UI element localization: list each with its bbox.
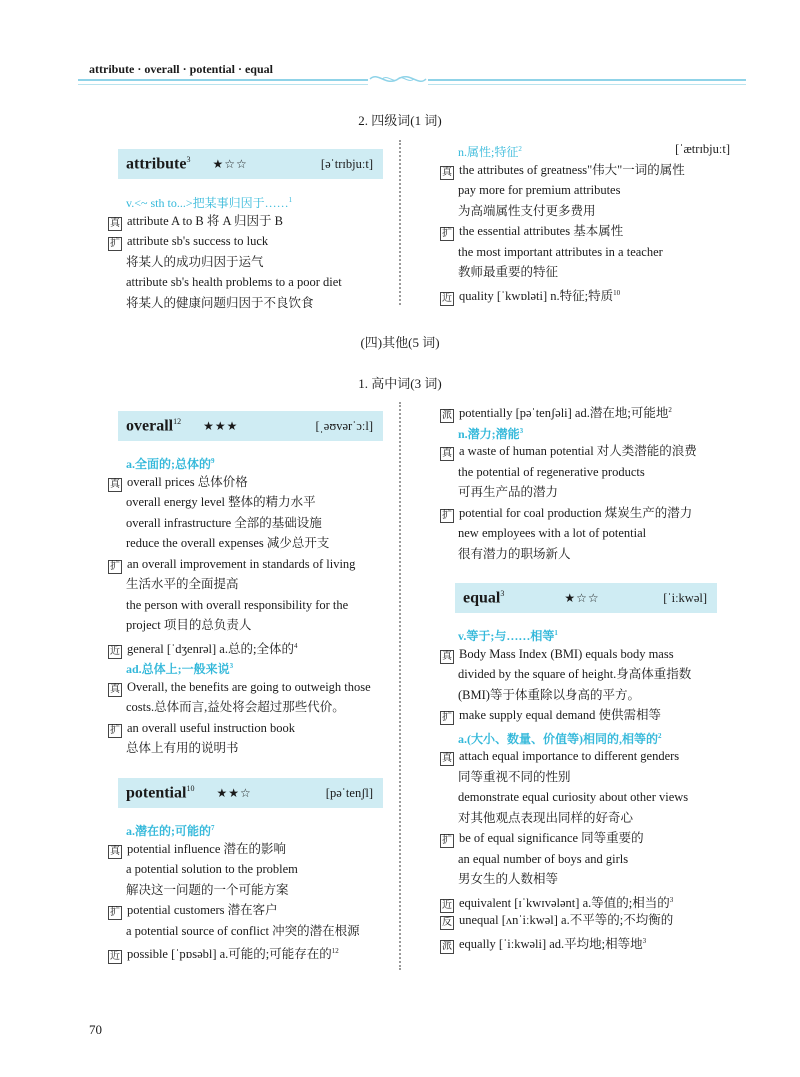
tag-near: 近 bbox=[442, 292, 452, 304]
running-header: attribute · overall · potential · equal bbox=[89, 62, 273, 76]
star-rating: ★☆☆ bbox=[564, 590, 600, 605]
potential-body: a.潜在的;可能的$^7$ 真 potential influence 潜在的影响 a potential solution to the problem 解决这一问题的一个可能方案 扩 potential customers 潜在客户 a potential source of conflict 冲突的潜在根源 近 possible [ˈpɒsəbl] a.可能的;可能存在的$^{12}$ bbox=[108, 818, 393, 962]
section-heading-highschool: 1. 高中词(3 词) bbox=[358, 376, 442, 391]
phonetic: [ˌəʊvərˈɔːl] bbox=[315, 418, 373, 433]
phonetic: [ˈiːkwəl] bbox=[663, 590, 707, 605]
tag-extend: 扩 bbox=[110, 238, 120, 249]
tag-derive: 派 bbox=[442, 410, 452, 422]
pos-label: a.全面的;总体的$^9$ bbox=[126, 457, 215, 471]
tag-antonym: 反 bbox=[442, 917, 452, 928]
star-rating: ★☆☆ bbox=[212, 156, 248, 171]
entry-header-potential bbox=[118, 778, 383, 808]
star-rating: ★★★ bbox=[203, 418, 239, 433]
pos-label: ad.总体上;一般来说$^3$ bbox=[126, 662, 234, 676]
pos-label: a.潜在的;可能的$^7$ bbox=[126, 824, 215, 838]
tag-real: 真 bbox=[110, 217, 120, 229]
potential-right-body: 派 potentially [pəˈtenʃəli] ad.潜在地;可能地$^2$ n.潜力;潜能$^3$ 真 a waste of human potential 对人类潜能的浪费 the potential of regenerative products 可再生产品的潜力 扩 potential for coal production 煤炭生产的潜力 new employees with a lot of potential 很有潜力的职场新人 bbox=[440, 400, 730, 564]
star-rating: ★★☆ bbox=[216, 785, 252, 800]
header-ornament-icon bbox=[368, 71, 428, 87]
headword: attribute$^3$ bbox=[126, 154, 191, 173]
attribute-left-body: v.<~ sth to...>把某事归因于……$^1$ 真 attribute A to B 将 A 归因于 B 扩 attribute sb's success to luck 将某人的成功归因于运气 attribute sb's health problems to a poor diet 将某人的健康问题归因于不良饮食 bbox=[108, 190, 388, 313]
pos-label: v.<~ sth to...>把某事归因于……$^1$ bbox=[126, 196, 293, 210]
headword: overall$^{12}$ bbox=[126, 416, 182, 435]
entry-header-overall bbox=[118, 411, 383, 441]
entry-header-attribute bbox=[118, 149, 383, 179]
equal-body: v.等于;与……相等$^1$ 真 Body Mass Index (BMI) equals body mass divided by the square of height.身高体重指数 (BMI)等于体重除以身高的平方。 扩 make supply equal demand 使供需相等 a.(大小、数量、价值等)相同的,相等的$^2$ 真 attach equal importance to different genders 同等重视不同的性别 demonstrate equal curiosity about other views 对其他观点表现出同样的好奇心 扩 be of equal significance 同等重要的 an equal number of boys and girls 男女生的人数相等 近 equivalent [ɪˈkwɪvələnt] a.等值的;相当的$^3$ 反 unequal [ʌnˈiːkwəl] a.不平等的;不均衡的 派 equally [ˈiːkwəli] ad.平均地;相等地$^3$ bbox=[440, 623, 730, 951]
headword: potential$^{10}$ bbox=[126, 783, 195, 802]
section-heading-cet4: 2. 四级词(1 词) bbox=[358, 113, 442, 128]
overall-body: a.全面的;总体的$^9$ 真 overall prices 总体价格 overall energy level 整体的精力水平 overall infrastructure 全部的基础设施 reduce the overall expenses 减少总开支 扩 an overall improvement in standards of living 生活水平的全面提高 the person with overall responsibility for the project 项目的总负责人 近 general [ˈdʒenrəl] a.总的;全体的$^4$ ad.总体上;一般来说$^3$ 真 Overall, the benefits are going to outweigh those costs.总体而言,益处将会超过那些代价。 扩 an overall useful instruction book 总体上有用的说明书 bbox=[108, 451, 393, 759]
section-heading-other: (四)其他(5 词) bbox=[360, 335, 440, 350]
pos-label: n.属性;特征$^2$ bbox=[458, 145, 522, 159]
entry-header-equal bbox=[455, 583, 717, 613]
phonetic: [pəˈtenʃl] bbox=[325, 785, 373, 800]
column-divider bbox=[399, 402, 401, 970]
column-divider bbox=[399, 140, 401, 305]
phonetic: [ˈætrɪbjuːt] bbox=[675, 142, 730, 156]
pos-label: v.等于;与……相等$^1$ bbox=[458, 629, 558, 643]
phonetic: [əˈtrɪbjuːt] bbox=[320, 156, 373, 171]
pos-label: a.(大小、数量、价值等)相同的,相等的$^2$ bbox=[458, 731, 662, 746]
attribute-right-body: n.属性;特征$^2$ [ˈætrɪbjuːt] 真 the attributes of greatness"伟大"一词的属性 pay more for premium attributes 为高端属性支付更多费用 扩 the essential attributes 基本属性 the most important attributes in a teacher 教师最重要的特征 近 quality [ˈkwɒləti] n.特征;特质$^{10}$ bbox=[440, 139, 730, 303]
pos-label: n.潜力;潜能$^3$ bbox=[458, 426, 524, 441]
headword: equal$^3$ bbox=[463, 588, 505, 607]
page-number: 70 bbox=[89, 1022, 102, 1037]
